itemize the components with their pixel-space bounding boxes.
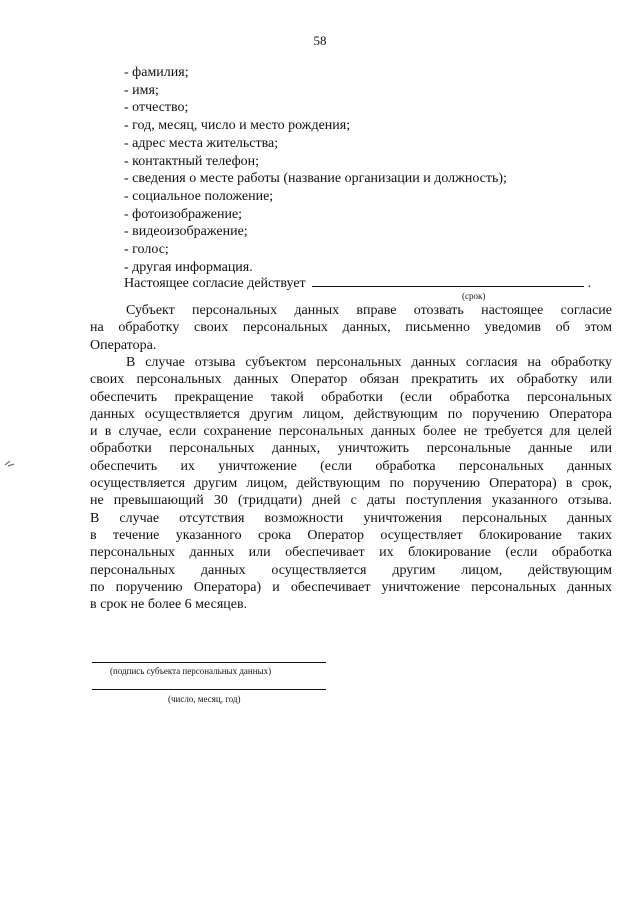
paragraph-line: в течение указанного срока Оператор осуществляет блокирование таких [90,527,612,543]
paragraph-revocation [90,302,612,354]
paragraph-line: данных осуществляется другим лицом, действующим по поручению Оператора [90,406,612,422]
list-item: - другая информация. [124,259,253,275]
personal-data-list [124,64,507,276]
paragraph-line: в срок не более 6 месяцев. [90,597,248,613]
paragraph-line: обеспечить их уничтожение (если обработка персональных данных [90,458,612,474]
paragraph-line: В случае отзыва субъектом персональных данных согласия на обработку [126,355,612,370]
paragraph-line: по поручению Оператора) и обеспечивает уничтожение персональных данных [90,579,612,595]
date-caption: (число, месяц, год) [168,694,241,704]
consent-term-blank [312,274,584,287]
list-item: - контактный телефон; [124,153,260,169]
signature-caption: (подпись субъекта персональных данных) [110,666,272,676]
list-item: - видеоизображение; [124,224,248,240]
paragraph-line: осуществляется другим лицом, действующим по поручению Оператора) в срок, [90,476,612,492]
paragraph-line: обеспечить прекращение такой обработки (если обработка персональных [90,389,612,405]
paragraph-line: не превышающий 30 (тридцати) дней с даты поступления указанного отзыва. [90,493,612,509]
paragraph-withdrawal [90,354,612,613]
paragraph-line: персональных данных осуществляется другим лицом, действующим [90,562,612,578]
list-item: - фотоизображение; [124,206,243,222]
margin-mark [4,458,16,468]
paragraph-line: своих персональных данных Оператор обязан прекратить их обработку или [90,372,612,388]
list-item: - фамилия; [124,65,189,80]
consent-term-text: Настоящее согласие действует [124,276,306,291]
paragraph-line: на обработку своих персональных данных, письменно уведомив об этом [90,320,612,336]
list-item: - адрес места жительства; [124,135,279,151]
page-number: 58 [313,33,327,48]
consent-term-line [124,274,591,292]
list-item: - год, месяц, число и место рождения; [124,118,351,134]
signature-line [92,662,326,663]
list-item: - имя; [124,82,159,98]
list-item: - голос; [124,242,169,258]
date-line [92,689,326,690]
consent-term-end: . [587,276,592,291]
list-item: - социальное положение; [124,188,274,204]
paragraph-line: В случае отсутствия возможности уничтожения персональных данных [90,510,612,526]
paragraph-line: персональных данных или обеспечивает их блокирование (если обработка [90,545,612,561]
paragraph-line: и в случае, если сохранение персональных данных более не требуется для целей [90,424,612,440]
list-item: - отчество; [124,100,189,116]
paragraph-line: Оператора. [90,337,157,353]
paragraph-line: обработки персональных данных, уничтожить персональные данные или [90,441,612,457]
paragraph-line: Субъект персональных данных вправе отозвать настоящее согласие [126,303,612,318]
list-item: - сведения о месте работы (название организации и должность); [124,171,507,187]
consent-term-caption: (срок) [462,291,486,301]
